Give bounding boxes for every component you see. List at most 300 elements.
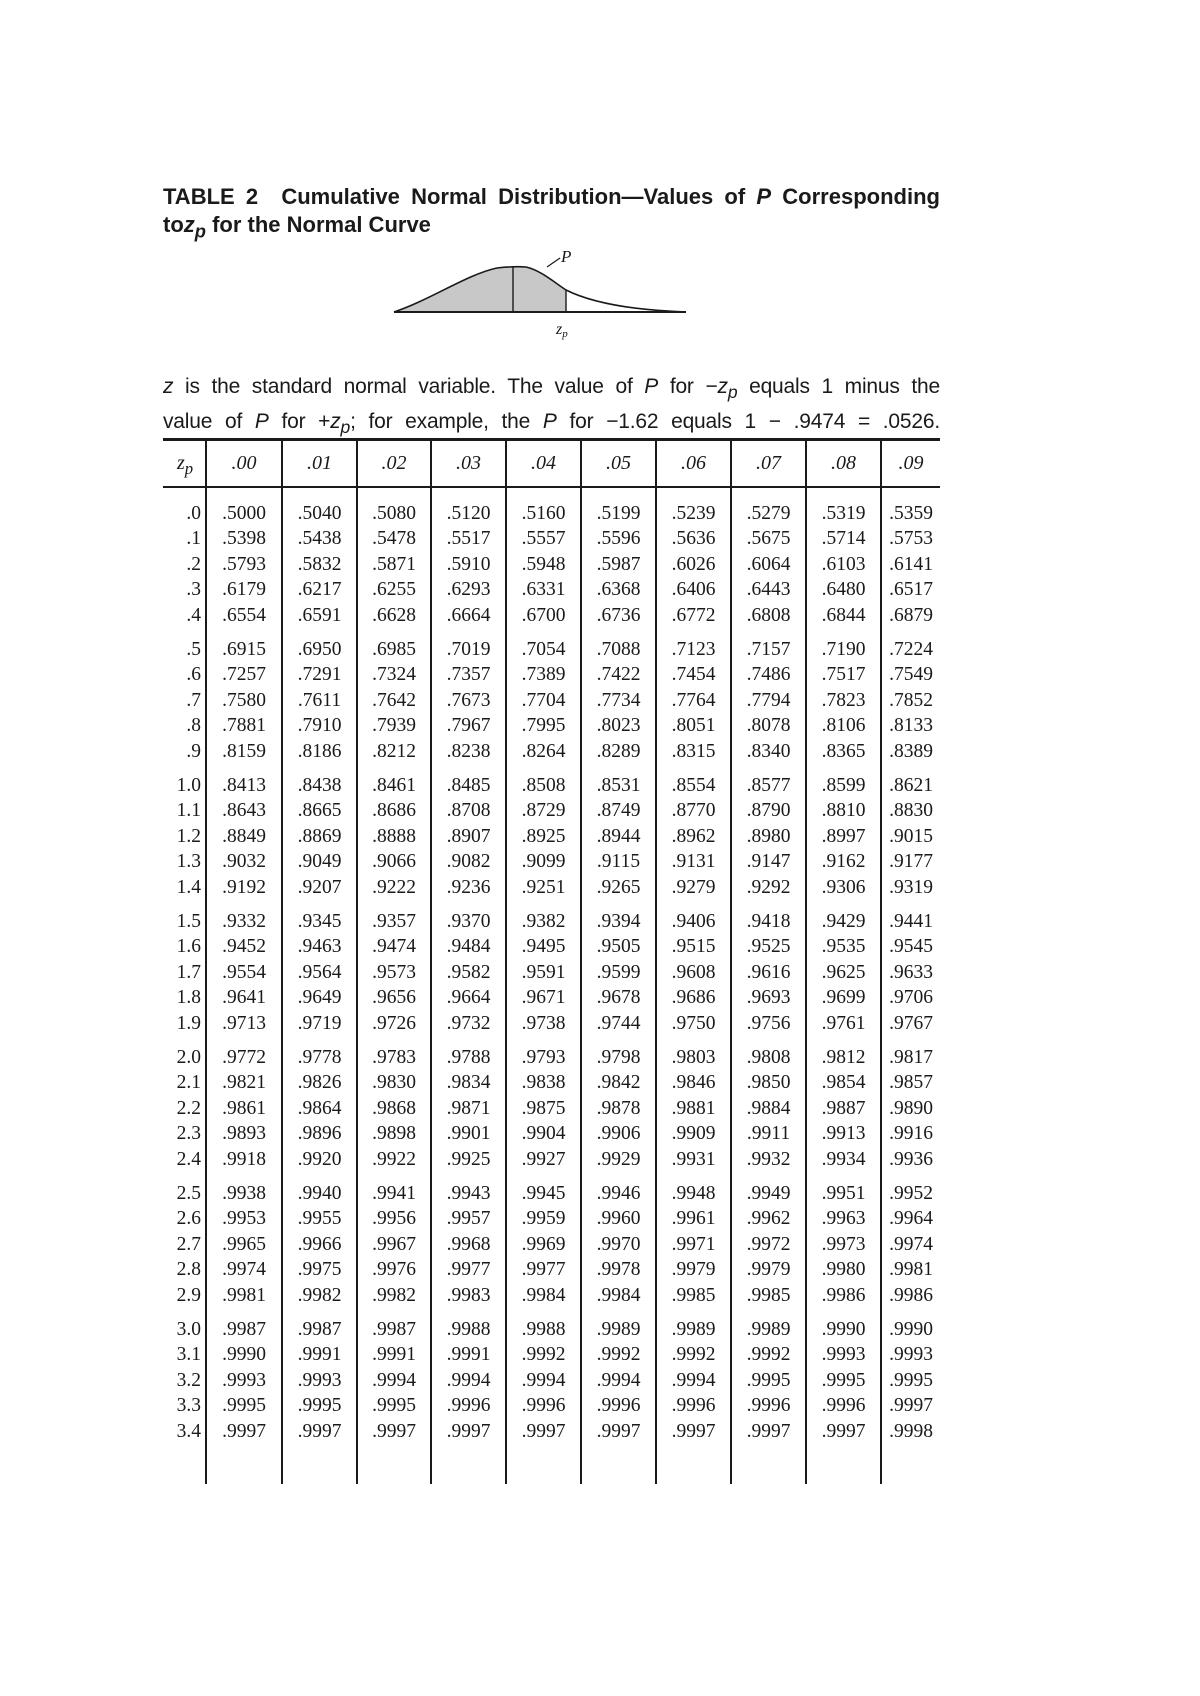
p-value: .8708 <box>446 800 491 822</box>
p-value: .9997 <box>746 1420 791 1442</box>
p-value: .5793 <box>222 553 266 575</box>
title-to: to <box>163 212 184 237</box>
p-value: .8315 <box>671 740 716 762</box>
p-value: .9974 <box>889 1233 933 1255</box>
p-value: .9997 <box>372 1420 416 1442</box>
zp-value: 1.2 <box>176 825 201 847</box>
p-value: .9952 <box>889 1183 933 1204</box>
table-row <box>163 1045 940 1071</box>
p-value: .9996 <box>746 1395 791 1417</box>
p-value: .9993 <box>821 1344 866 1366</box>
zp-value: .4 <box>186 604 201 626</box>
p-value: .9956 <box>372 1208 416 1230</box>
table-row <box>163 501 940 527</box>
zp-value: .6 <box>186 664 201 686</box>
p-value: .8212 <box>372 740 416 762</box>
p-value: .6700 <box>521 604 566 626</box>
p-value: .9991 <box>372 1344 416 1366</box>
p-value: .5948 <box>521 553 566 575</box>
p-value: .9951 <box>821 1183 866 1204</box>
p-value: .7704 <box>521 689 566 711</box>
p-value: .9995 <box>746 1369 791 1391</box>
p-value: .9875 <box>521 1097 566 1119</box>
p-value: .9495 <box>521 936 566 958</box>
table-row <box>163 824 940 850</box>
p-value: .8438 <box>297 775 342 796</box>
p-value: .9265 <box>596 876 641 898</box>
p-value: .9909 <box>671 1123 716 1145</box>
p-value: .9808 <box>746 1047 791 1068</box>
p-value: .9332 <box>222 911 266 932</box>
p-value: .6772 <box>671 604 716 626</box>
p-value: .9177 <box>889 851 933 873</box>
p-value: .8485 <box>446 775 491 796</box>
p-value: .9772 <box>222 1047 266 1068</box>
p-value: .9982 <box>297 1284 342 1306</box>
header-column: .05 <box>606 452 631 474</box>
zp-value: 2.3 <box>176 1123 201 1145</box>
p-value: .9162 <box>821 851 866 873</box>
zp-value: 2.1 <box>176 1072 201 1094</box>
p-value: .8599 <box>821 775 866 796</box>
p-value: .8365 <box>821 740 866 762</box>
p-value: .8531 <box>596 775 641 796</box>
header-column: .07 <box>756 452 781 474</box>
p-value: .7995 <box>521 715 566 737</box>
p-value: .9973 <box>821 1233 866 1255</box>
table-row <box>163 637 940 663</box>
p-value: .9887 <box>821 1097 866 1119</box>
zp-value: 1.1 <box>176 800 201 822</box>
p-value: .9943 <box>446 1183 491 1204</box>
p-value: .9452 <box>222 936 266 958</box>
p-value: .9671 <box>521 987 566 1009</box>
zp-value: 3.3 <box>176 1395 201 1417</box>
p-value: .9222 <box>372 876 416 898</box>
p-value: .9778 <box>297 1047 342 1068</box>
column-rule <box>430 441 432 1484</box>
p-value: .7190 <box>821 639 866 660</box>
p-value: .8413 <box>222 775 266 796</box>
p-value: .7123 <box>671 639 716 660</box>
p-value: .6331 <box>521 579 566 601</box>
p-value: .9633 <box>889 961 933 983</box>
p-value: .6915 <box>222 639 266 660</box>
p-value: .9966 <box>297 1233 342 1255</box>
table-number: TABLE 2 <box>163 184 259 209</box>
p-value: .9738 <box>521 1012 566 1034</box>
p-value: .9996 <box>596 1395 641 1417</box>
table-row <box>163 960 940 986</box>
p-value: .9898 <box>372 1123 416 1145</box>
p-value: .9993 <box>297 1369 342 1391</box>
p-value: .9987 <box>372 1319 416 1340</box>
p-value: .7389 <box>521 664 566 686</box>
p-value: .9911 <box>746 1123 791 1145</box>
p-value: .9989 <box>746 1319 791 1340</box>
p-value: .5000 <box>222 503 266 524</box>
p-value: .9382 <box>521 911 566 932</box>
p-value: .6179 <box>222 579 266 601</box>
p-value: .9099 <box>521 851 566 873</box>
zp-value: .8 <box>186 715 201 737</box>
column-rule <box>805 441 807 1484</box>
table-row <box>163 985 940 1011</box>
p-value: .9971 <box>671 1233 716 1255</box>
zp-value: 1.6 <box>176 936 201 958</box>
p-value: .9418 <box>746 911 791 932</box>
p-value: .8264 <box>521 740 566 762</box>
title-text-end: Corresponding <box>782 184 940 209</box>
header-zp: $z_p$ <box>176 452 194 478</box>
p-value: .9953 <box>222 1208 266 1230</box>
p-value: .8461 <box>372 775 416 796</box>
p-value: .8023 <box>596 715 641 737</box>
p-value: .9988 <box>446 1319 491 1340</box>
p-value: .9726 <box>372 1012 416 1034</box>
p-value: .9962 <box>746 1208 791 1230</box>
p-value: .9783 <box>372 1047 416 1068</box>
p-value: .9357 <box>372 911 416 932</box>
p-value: .9015 <box>889 825 933 847</box>
zp-value: .3 <box>186 579 201 601</box>
p-value: .8133 <box>889 715 933 737</box>
p-value: .6026 <box>671 553 716 575</box>
table-row <box>163 1070 940 1096</box>
table-row <box>163 1121 940 1147</box>
zp-value: 3.1 <box>176 1344 201 1366</box>
p-value: .9251 <box>521 876 566 898</box>
p-value: .9803 <box>671 1047 716 1068</box>
p-value: .7734 <box>596 689 641 711</box>
table-row <box>163 577 940 603</box>
p-value: .6480 <box>821 579 866 601</box>
zp-value: 1.7 <box>176 961 201 983</box>
table-row <box>163 713 940 739</box>
p-value: .9964 <box>889 1208 933 1230</box>
header-column: .04 <box>531 452 556 474</box>
p-value: .7422 <box>596 664 641 686</box>
p-value: .9306 <box>821 876 866 898</box>
p-value: .7823 <box>821 689 866 711</box>
table-row <box>163 1011 940 1037</box>
p-value: .9946 <box>596 1183 641 1204</box>
zp-value: .5 <box>186 639 201 660</box>
p-value: .7910 <box>297 715 342 737</box>
zp-column-rule <box>205 441 207 1484</box>
p-value: .8830 <box>889 800 933 822</box>
p-value: .5279 <box>746 503 791 524</box>
p-value: .9993 <box>222 1369 266 1391</box>
p-value: .9474 <box>372 936 416 958</box>
p-value: .9976 <box>372 1259 416 1281</box>
table-row <box>163 1181 940 1207</box>
p-value: .7673 <box>446 689 491 711</box>
p-value: .8888 <box>372 825 416 847</box>
p-value: .9545 <box>889 936 933 958</box>
p-value: .9599 <box>596 961 641 983</box>
p-value: .9929 <box>596 1148 641 1170</box>
p-value: .5359 <box>889 503 933 524</box>
title-z-symbol: $z_p$ <box>183 212 206 242</box>
zp-value: 2.2 <box>176 1097 201 1119</box>
p-value: .9484 <box>446 936 491 958</box>
p-value: .9115 <box>596 851 641 873</box>
p-value: .9994 <box>671 1369 716 1391</box>
zp-value: .1 <box>186 528 201 550</box>
table-row <box>163 849 940 875</box>
p-value: .9713 <box>222 1012 266 1034</box>
p-value: .6217 <box>297 579 342 601</box>
p-pointer <box>547 258 560 267</box>
p-value: .5478 <box>372 528 416 550</box>
column-rule <box>730 441 732 1484</box>
p-value: .9767 <box>889 1012 933 1034</box>
p-value: .8238 <box>446 740 491 762</box>
p-value: .5438 <box>297 528 342 550</box>
p-value: .8389 <box>889 740 933 762</box>
p-value: .9996 <box>821 1395 866 1417</box>
p-value: .5557 <box>521 528 566 550</box>
p-value: .9429 <box>821 911 866 932</box>
p-value: .9719 <box>297 1012 342 1034</box>
p-value: .5199 <box>596 503 641 524</box>
p-value: .7794 <box>746 689 791 711</box>
zp-value: 2.8 <box>176 1259 201 1281</box>
p-value: .7088 <box>596 639 641 660</box>
table-row <box>163 875 940 901</box>
p-value: .9370 <box>446 911 491 932</box>
p-value: .6554 <box>222 604 266 626</box>
p-value: .9032 <box>222 851 266 873</box>
p-value: .9984 <box>521 1284 566 1306</box>
p-value: .5596 <box>596 528 641 550</box>
p-value: .9564 <box>297 961 342 983</box>
zp-value: .9 <box>186 740 201 762</box>
column-rule <box>356 441 358 1484</box>
p-value: .8997 <box>821 825 866 847</box>
p-value: .9793 <box>521 1047 566 1068</box>
p-value: .6736 <box>596 604 641 626</box>
p-value: .9878 <box>596 1097 641 1119</box>
p-value: .8078 <box>746 715 791 737</box>
p-value: .9846 <box>671 1072 716 1094</box>
p-value: .9941 <box>372 1183 416 1204</box>
p-value: .8729 <box>521 800 566 822</box>
table-title <box>163 183 940 245</box>
zp-value: 1.4 <box>176 876 201 898</box>
p-value: .6443 <box>746 579 791 601</box>
table-row <box>163 934 940 960</box>
p-value: .9147 <box>746 851 791 873</box>
p-value: .7054 <box>521 639 566 660</box>
p-value: .9985 <box>671 1284 716 1306</box>
p-value: .6293 <box>446 579 491 601</box>
zp-value: 1.8 <box>176 987 201 1009</box>
p-value: .7549 <box>889 664 933 686</box>
p-value: .9916 <box>889 1123 933 1145</box>
p-value: .8790 <box>746 800 791 822</box>
normal-curve-figure <box>390 247 720 370</box>
p-value: .9744 <box>596 1012 641 1034</box>
p-value: .9965 <box>222 1233 266 1255</box>
p-value: .9995 <box>297 1395 342 1417</box>
p-value: .8554 <box>671 775 716 796</box>
p-value: .9990 <box>222 1344 266 1366</box>
p-value: .9920 <box>297 1148 342 1170</box>
p-value: .7611 <box>297 689 342 711</box>
p-value: .6950 <box>297 639 342 660</box>
p-value: .9554 <box>222 961 266 983</box>
p-value: .9995 <box>372 1395 416 1417</box>
p-value: .9997 <box>521 1420 566 1442</box>
p-value: .9990 <box>821 1319 866 1340</box>
p-value: .9830 <box>372 1072 416 1094</box>
p-value: .7157 <box>746 639 791 660</box>
p-value: .5675 <box>746 528 791 550</box>
zp-value: 2.7 <box>176 1233 201 1255</box>
p-value: .6628 <box>372 604 416 626</box>
p-value: .8577 <box>746 775 791 796</box>
p-value: .9868 <box>372 1097 416 1119</box>
zp-value: 1.5 <box>176 911 201 932</box>
p-value: .9994 <box>521 1369 566 1391</box>
p-value: .5753 <box>889 528 933 550</box>
table-row <box>163 688 940 714</box>
p-value: .9997 <box>596 1420 641 1442</box>
p-value: .9798 <box>596 1047 641 1068</box>
p-value: .9990 <box>889 1319 933 1340</box>
p-value: .8810 <box>821 800 866 822</box>
p-value: .9192 <box>222 876 266 898</box>
p-value: .8925 <box>521 825 566 847</box>
p-value: .7939 <box>372 715 416 737</box>
zp-value: 2.6 <box>176 1208 201 1230</box>
p-value: .9826 <box>297 1072 342 1094</box>
p-value: .9977 <box>521 1259 566 1281</box>
header-column: .01 <box>307 452 332 474</box>
table-row <box>163 1147 940 1173</box>
table-row <box>163 1096 940 1122</box>
p-value: .6255 <box>372 579 416 601</box>
header-column: .00 <box>231 452 257 474</box>
p-value: .9996 <box>671 1395 716 1417</box>
table-row <box>163 1419 940 1445</box>
zp-value: 1.3 <box>176 851 201 873</box>
table-caption: z is the standard normal variable. The value of P for $-z_p$ equals 1 minus the value of P for $+z_p$; for example, the P for −1.62 equals 1 − .9474 = .0526. <box>163 375 940 438</box>
p-value: .6844 <box>821 604 866 626</box>
p-value: .9997 <box>671 1420 716 1442</box>
p-value: .5636 <box>671 528 716 550</box>
zp-value: .0 <box>186 503 201 524</box>
p-value: .9842 <box>596 1072 641 1094</box>
column-rule <box>655 441 657 1484</box>
p-value: .9896 <box>297 1123 342 1145</box>
p-value: .9983 <box>446 1284 491 1306</box>
p-value: .9686 <box>671 987 716 1009</box>
p-value: .9993 <box>889 1344 933 1366</box>
p-value: .8749 <box>596 800 641 822</box>
p-value: .7580 <box>222 689 266 711</box>
p-value: .9989 <box>596 1319 641 1340</box>
p-value: .9854 <box>821 1072 866 1094</box>
p-value: .9834 <box>446 1072 491 1094</box>
header-column: .06 <box>681 452 706 474</box>
p-value: .9959 <box>521 1208 566 1230</box>
p-value: .9995 <box>821 1369 866 1391</box>
p-value: .9812 <box>821 1047 866 1068</box>
p-value: .8621 <box>889 775 933 796</box>
p-value: .9582 <box>446 961 491 983</box>
zp-value: 3.4 <box>176 1420 201 1442</box>
p-value: .9997 <box>889 1395 933 1417</box>
p-value: .9981 <box>222 1284 266 1306</box>
zp-value: .7 <box>186 689 201 711</box>
header-column: .02 <box>381 452 407 474</box>
p-value: .9871 <box>446 1097 491 1119</box>
p-value: .9817 <box>889 1047 933 1068</box>
table-row <box>163 773 940 799</box>
p-value: .9906 <box>596 1123 641 1145</box>
p-value: .9732 <box>446 1012 491 1034</box>
p-value: .8159 <box>222 740 266 762</box>
p-value: .9961 <box>671 1208 716 1230</box>
p-value: .9750 <box>671 1012 716 1034</box>
p-value: .9985 <box>746 1284 791 1306</box>
p-value: .6517 <box>889 579 933 601</box>
column-rule <box>580 441 582 1484</box>
p-value: .9656 <box>372 987 416 1009</box>
p-value: .9936 <box>889 1148 933 1170</box>
p-value: .7357 <box>446 664 491 686</box>
table-row <box>163 798 940 824</box>
p-value: .5517 <box>446 528 491 550</box>
p-value: .8508 <box>521 775 566 796</box>
p-value: .9979 <box>671 1259 716 1281</box>
p-value: .9987 <box>222 1319 266 1340</box>
p-value: .9641 <box>222 987 266 1009</box>
p-value: .8665 <box>297 800 342 822</box>
p-value: .9207 <box>297 876 342 898</box>
p-value: .9949 <box>746 1183 791 1204</box>
p-value: .9998 <box>889 1420 933 1442</box>
p-value: .9987 <box>297 1319 342 1340</box>
p-value: .9608 <box>671 961 716 983</box>
p-value: .5040 <box>297 503 342 524</box>
p-value: .9975 <box>297 1259 342 1281</box>
p-value: .9890 <box>889 1097 933 1119</box>
p-value: .8944 <box>596 825 641 847</box>
p-value: .9981 <box>889 1259 933 1281</box>
p-value: .9940 <box>297 1183 342 1204</box>
p-value: .9463 <box>297 936 342 958</box>
p-value: .7486 <box>746 664 791 686</box>
p-value: .7224 <box>889 639 933 660</box>
p-value: .5398 <box>222 528 266 550</box>
p-value: .9996 <box>446 1395 491 1417</box>
p-value: .6103 <box>821 553 866 575</box>
p-value: .9345 <box>297 911 342 932</box>
column-rule <box>281 441 283 1484</box>
header-column: .09 <box>898 452 924 474</box>
p-value: .9884 <box>746 1097 791 1119</box>
table-row <box>163 1317 940 1343</box>
p-value: .7257 <box>222 664 266 686</box>
p-value: .9997 <box>222 1420 266 1442</box>
p-value: .9927 <box>521 1148 566 1170</box>
p-value: .5871 <box>372 553 416 575</box>
zp-value: 2.0 <box>176 1047 201 1068</box>
